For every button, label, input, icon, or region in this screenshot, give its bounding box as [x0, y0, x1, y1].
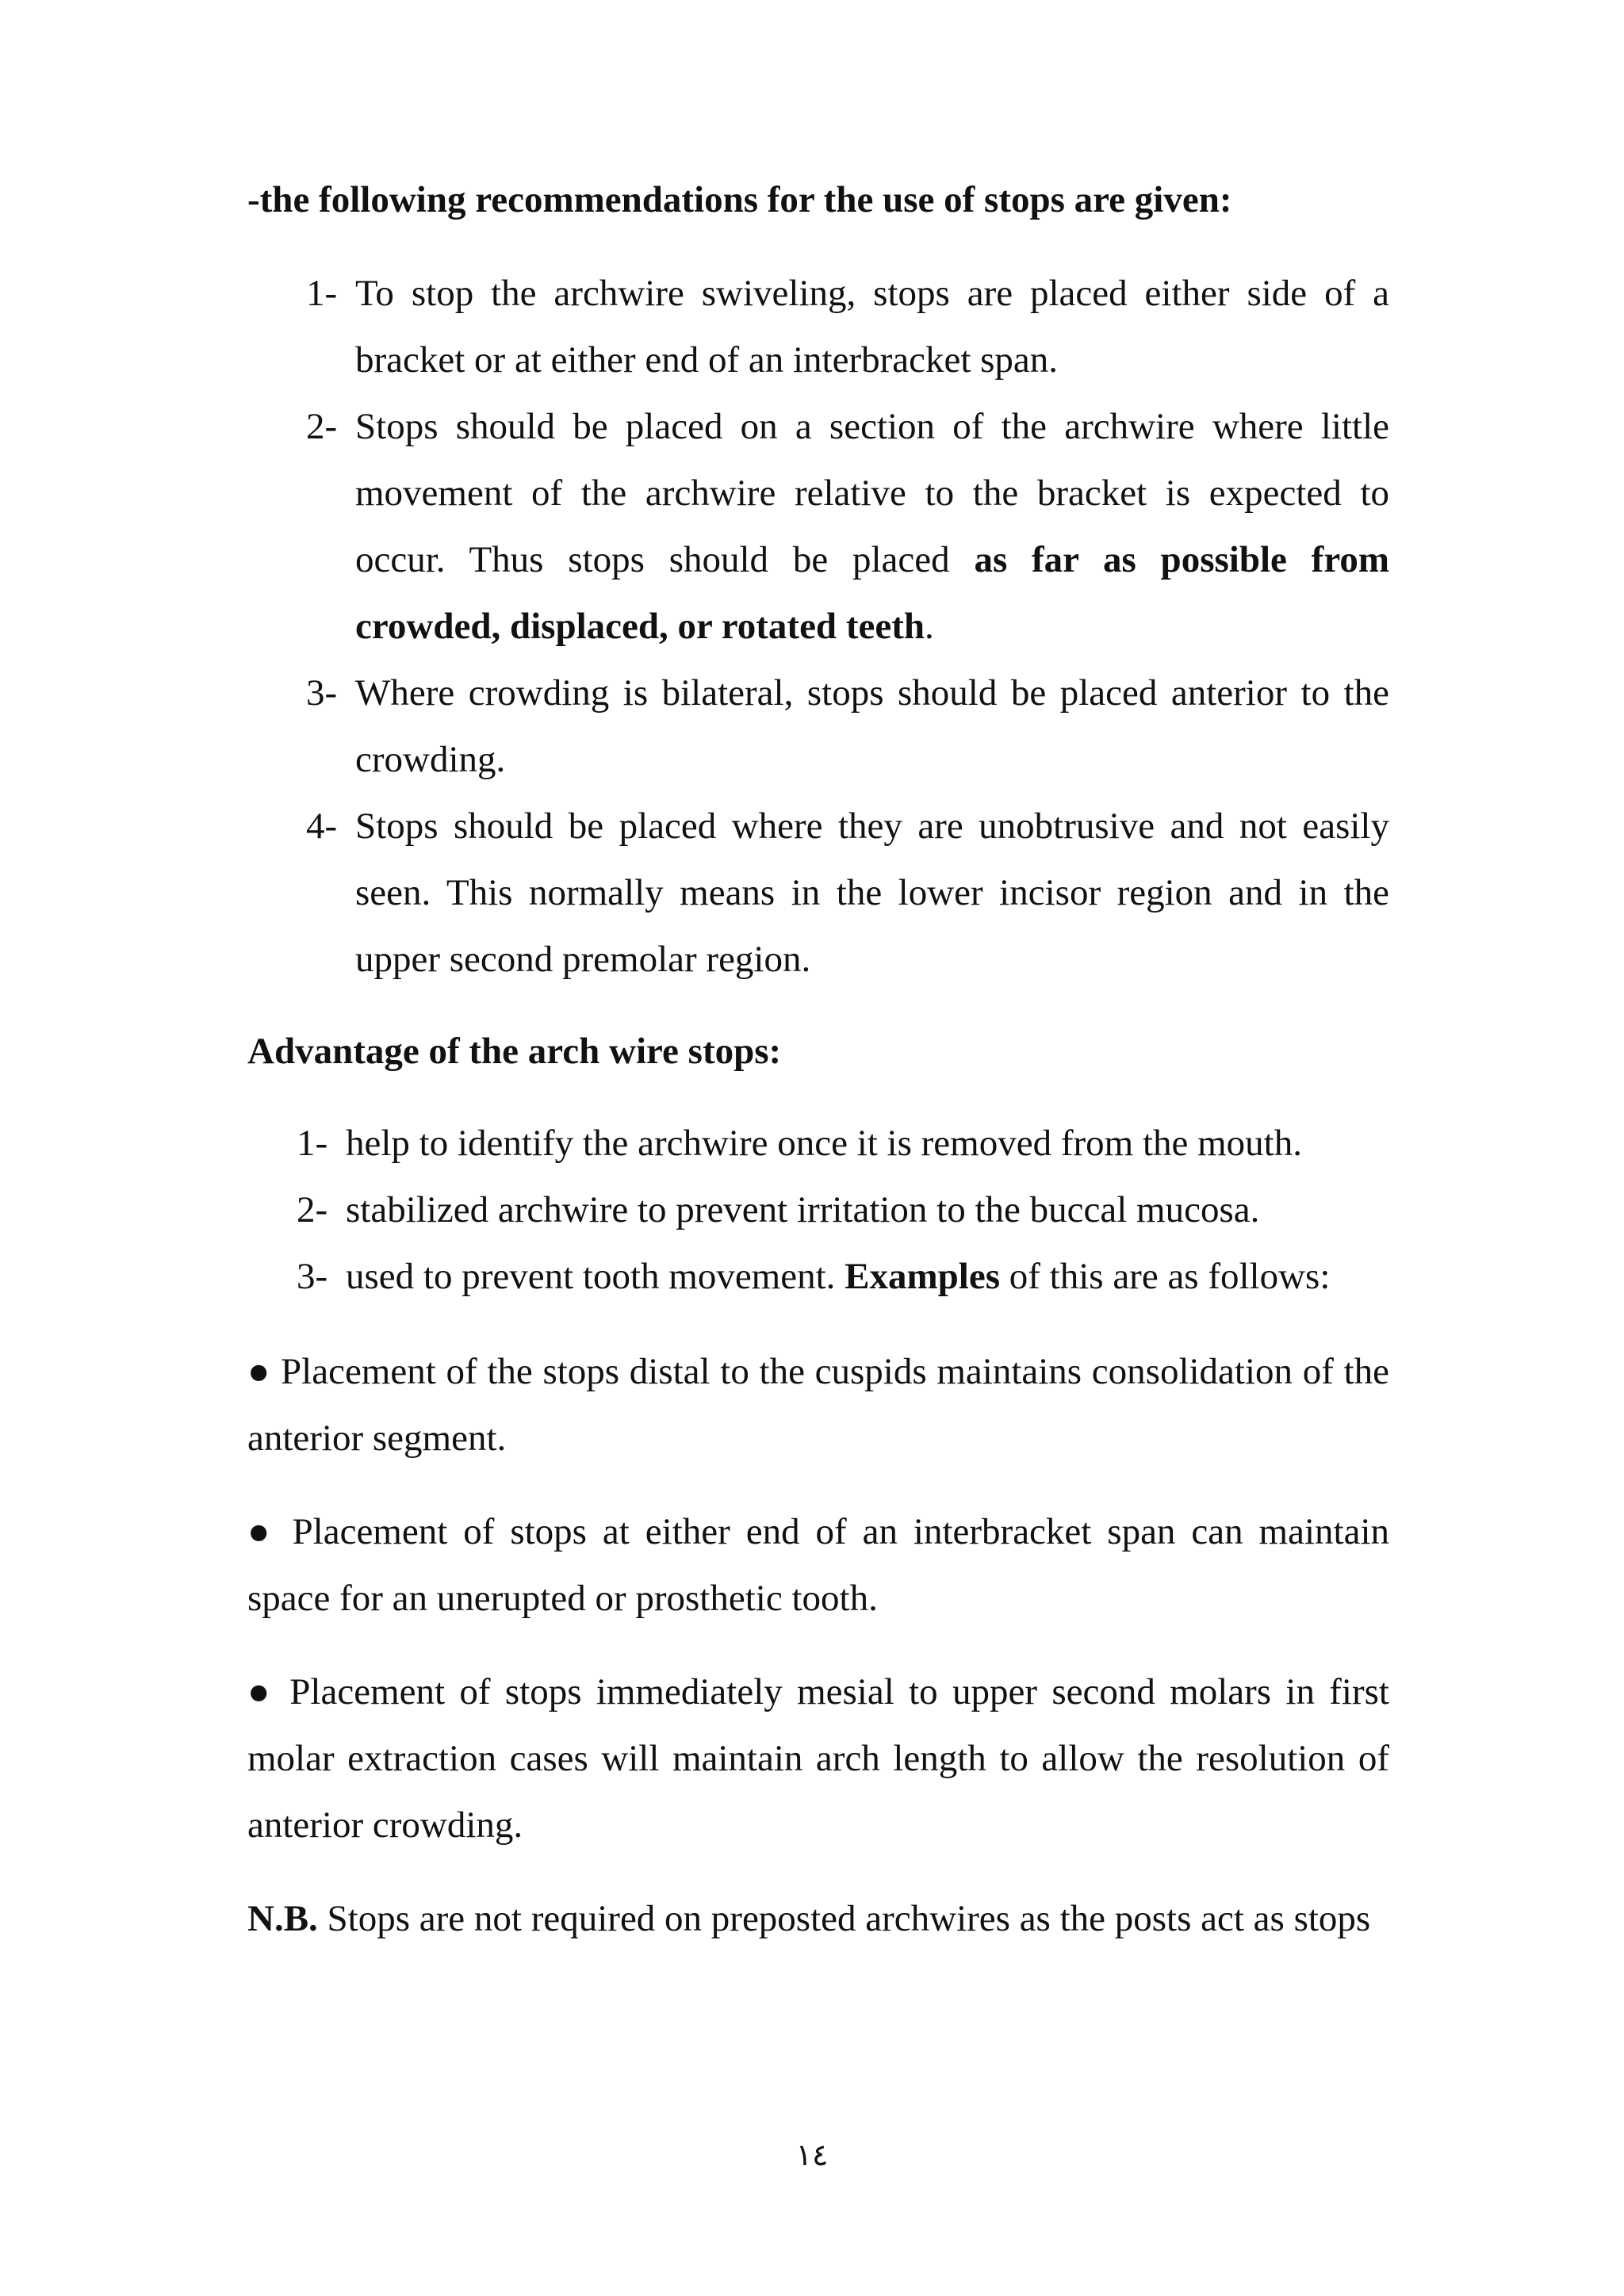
list-item-text-end: . — [925, 606, 934, 647]
note-label: N.B. — [247, 1898, 318, 1939]
list-item-text: stabilized archwire to prevent irritation to the buccal mucosa. — [346, 1189, 1260, 1230]
recommendations-list — [306, 260, 1389, 993]
bullet-paragraph: ● Placement of stops at either end of an interbracket span can maintain space for an unerupted or prosthetic tooth. — [247, 1511, 1389, 1619]
list-item-text-end: of this are as follows: — [1000, 1256, 1331, 1297]
list-item-number: 1- — [297, 1123, 328, 1164]
page-number: ١٤ — [795, 2139, 829, 2172]
list-item — [306, 660, 1389, 793]
list-item-number: 3- — [297, 1256, 328, 1297]
list-item — [306, 793, 1389, 993]
note-paragraph — [247, 1885, 1389, 1952]
list-item-text: Where crowding is bilateral, stops should be placed anterior to the crowding. — [355, 672, 1389, 780]
list-item — [297, 1243, 1399, 1310]
bullet-paragraph: ● Placement of stops immediately mesial to upper second molars in first molar extraction cases will maintain arch length to allow the resolution of anterior crowding. — [247, 1671, 1389, 1846]
list-item-number: 1- — [306, 273, 338, 314]
list-item-emphasis: Examples — [845, 1256, 1001, 1297]
list-item-text: Stops should be placed on a section of the archwire where little movement of the archwire relative to the bracket is expected to occur. Thus stops should be placed — [355, 406, 1389, 580]
list-item — [306, 260, 1389, 393]
list-item-number: 2- — [297, 1189, 328, 1230]
list-item-text: Stops should be placed where they are unobtrusive and not easily seen. This normally means in the lower incisor region and in the upper second premolar region. — [355, 806, 1389, 980]
list-item-number: 3- — [306, 672, 338, 714]
list-item-number: 4- — [306, 806, 338, 847]
list-item-text: To stop the archwire swiveling, stops are placed either side of a bracket or at either end of an interbracket span. — [355, 273, 1389, 381]
advantage-heading: Advantage of the arch wire stops: — [247, 1031, 782, 1072]
list-item-text: used to prevent tooth movement. — [346, 1256, 845, 1297]
list-item-number: 2- — [306, 406, 338, 447]
list-item — [306, 393, 1389, 660]
list-item-emphasis: as far as possible from crowded, displaced, or rotated teeth — [355, 539, 1390, 647]
list-item — [297, 1177, 1399, 1243]
advantages-list — [297, 1110, 1399, 1310]
list-item — [297, 1110, 1399, 1177]
recommendations-heading: -the following recommendations for the use of stops are given: — [247, 179, 1232, 220]
bullet-paragraph: ● Placement of the stops distal to the cuspids maintains consolidation of the anterior segment. — [247, 1351, 1389, 1459]
note-text: Stops are not required on preposted archwires as the posts act as stops — [317, 1898, 1371, 1939]
list-item-text: help to identify the archwire once it is removed from the mouth. — [346, 1123, 1302, 1164]
